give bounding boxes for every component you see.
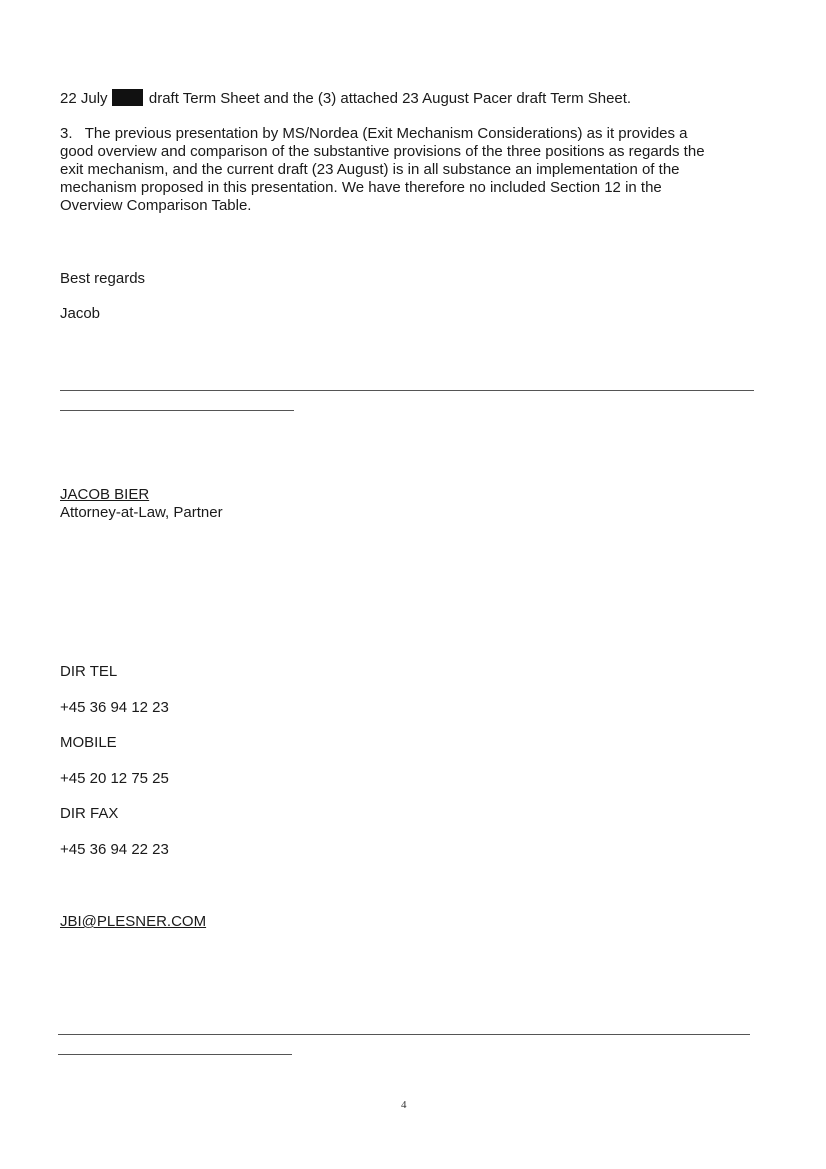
page-number: 4 xyxy=(401,1099,407,1111)
dir-fax-value: +45 36 94 22 23 xyxy=(60,841,169,858)
paragraph-line: 3. The previous presentation by MS/Nordea (Exit Mechanism Considerations) as it provides a xyxy=(60,125,688,142)
separator-line-short xyxy=(58,1054,292,1055)
paragraph-line: mechanism proposed in this presentation. We have therefore no included Section 12 in the xyxy=(60,179,662,196)
email-link[interactable]: JBI@PLESNER.COM xyxy=(60,913,207,930)
point-3-paragraph xyxy=(60,125,705,215)
redaction-block xyxy=(112,89,143,106)
dir-fax-label: DIR FAX xyxy=(60,805,119,822)
mobile-label: MOBILE xyxy=(60,734,117,751)
dir-tel-label: DIR TEL xyxy=(60,663,118,680)
signoff-name: Jacob xyxy=(60,305,101,322)
intro-text: draft Term Sheet and the (3) attached 23 August Pacer draft Term Sheet. xyxy=(148,90,632,107)
paragraph-line: good overview and comparison of the substantive provisions of the three positions as regards the xyxy=(60,143,705,160)
separator-line xyxy=(60,390,754,391)
paragraph-line: exit mechanism, and the current draft (23 August) is in all substance an implementation of the xyxy=(60,161,680,178)
dir-tel-value: +45 36 94 12 23 xyxy=(60,699,169,716)
closing-greeting: Best regards xyxy=(60,270,146,287)
separator-line-short xyxy=(60,410,294,411)
separator-line xyxy=(58,1034,750,1035)
signature-title: Attorney-at-Law, Partner xyxy=(60,504,223,521)
intro-line xyxy=(60,89,631,108)
mobile-value: +45 20 12 75 25 xyxy=(60,770,169,787)
intro-date: 22 July xyxy=(60,90,108,107)
paragraph-line: Overview Comparison Table. xyxy=(60,197,252,214)
signature-name[interactable]: JACOB BIER xyxy=(60,486,150,503)
